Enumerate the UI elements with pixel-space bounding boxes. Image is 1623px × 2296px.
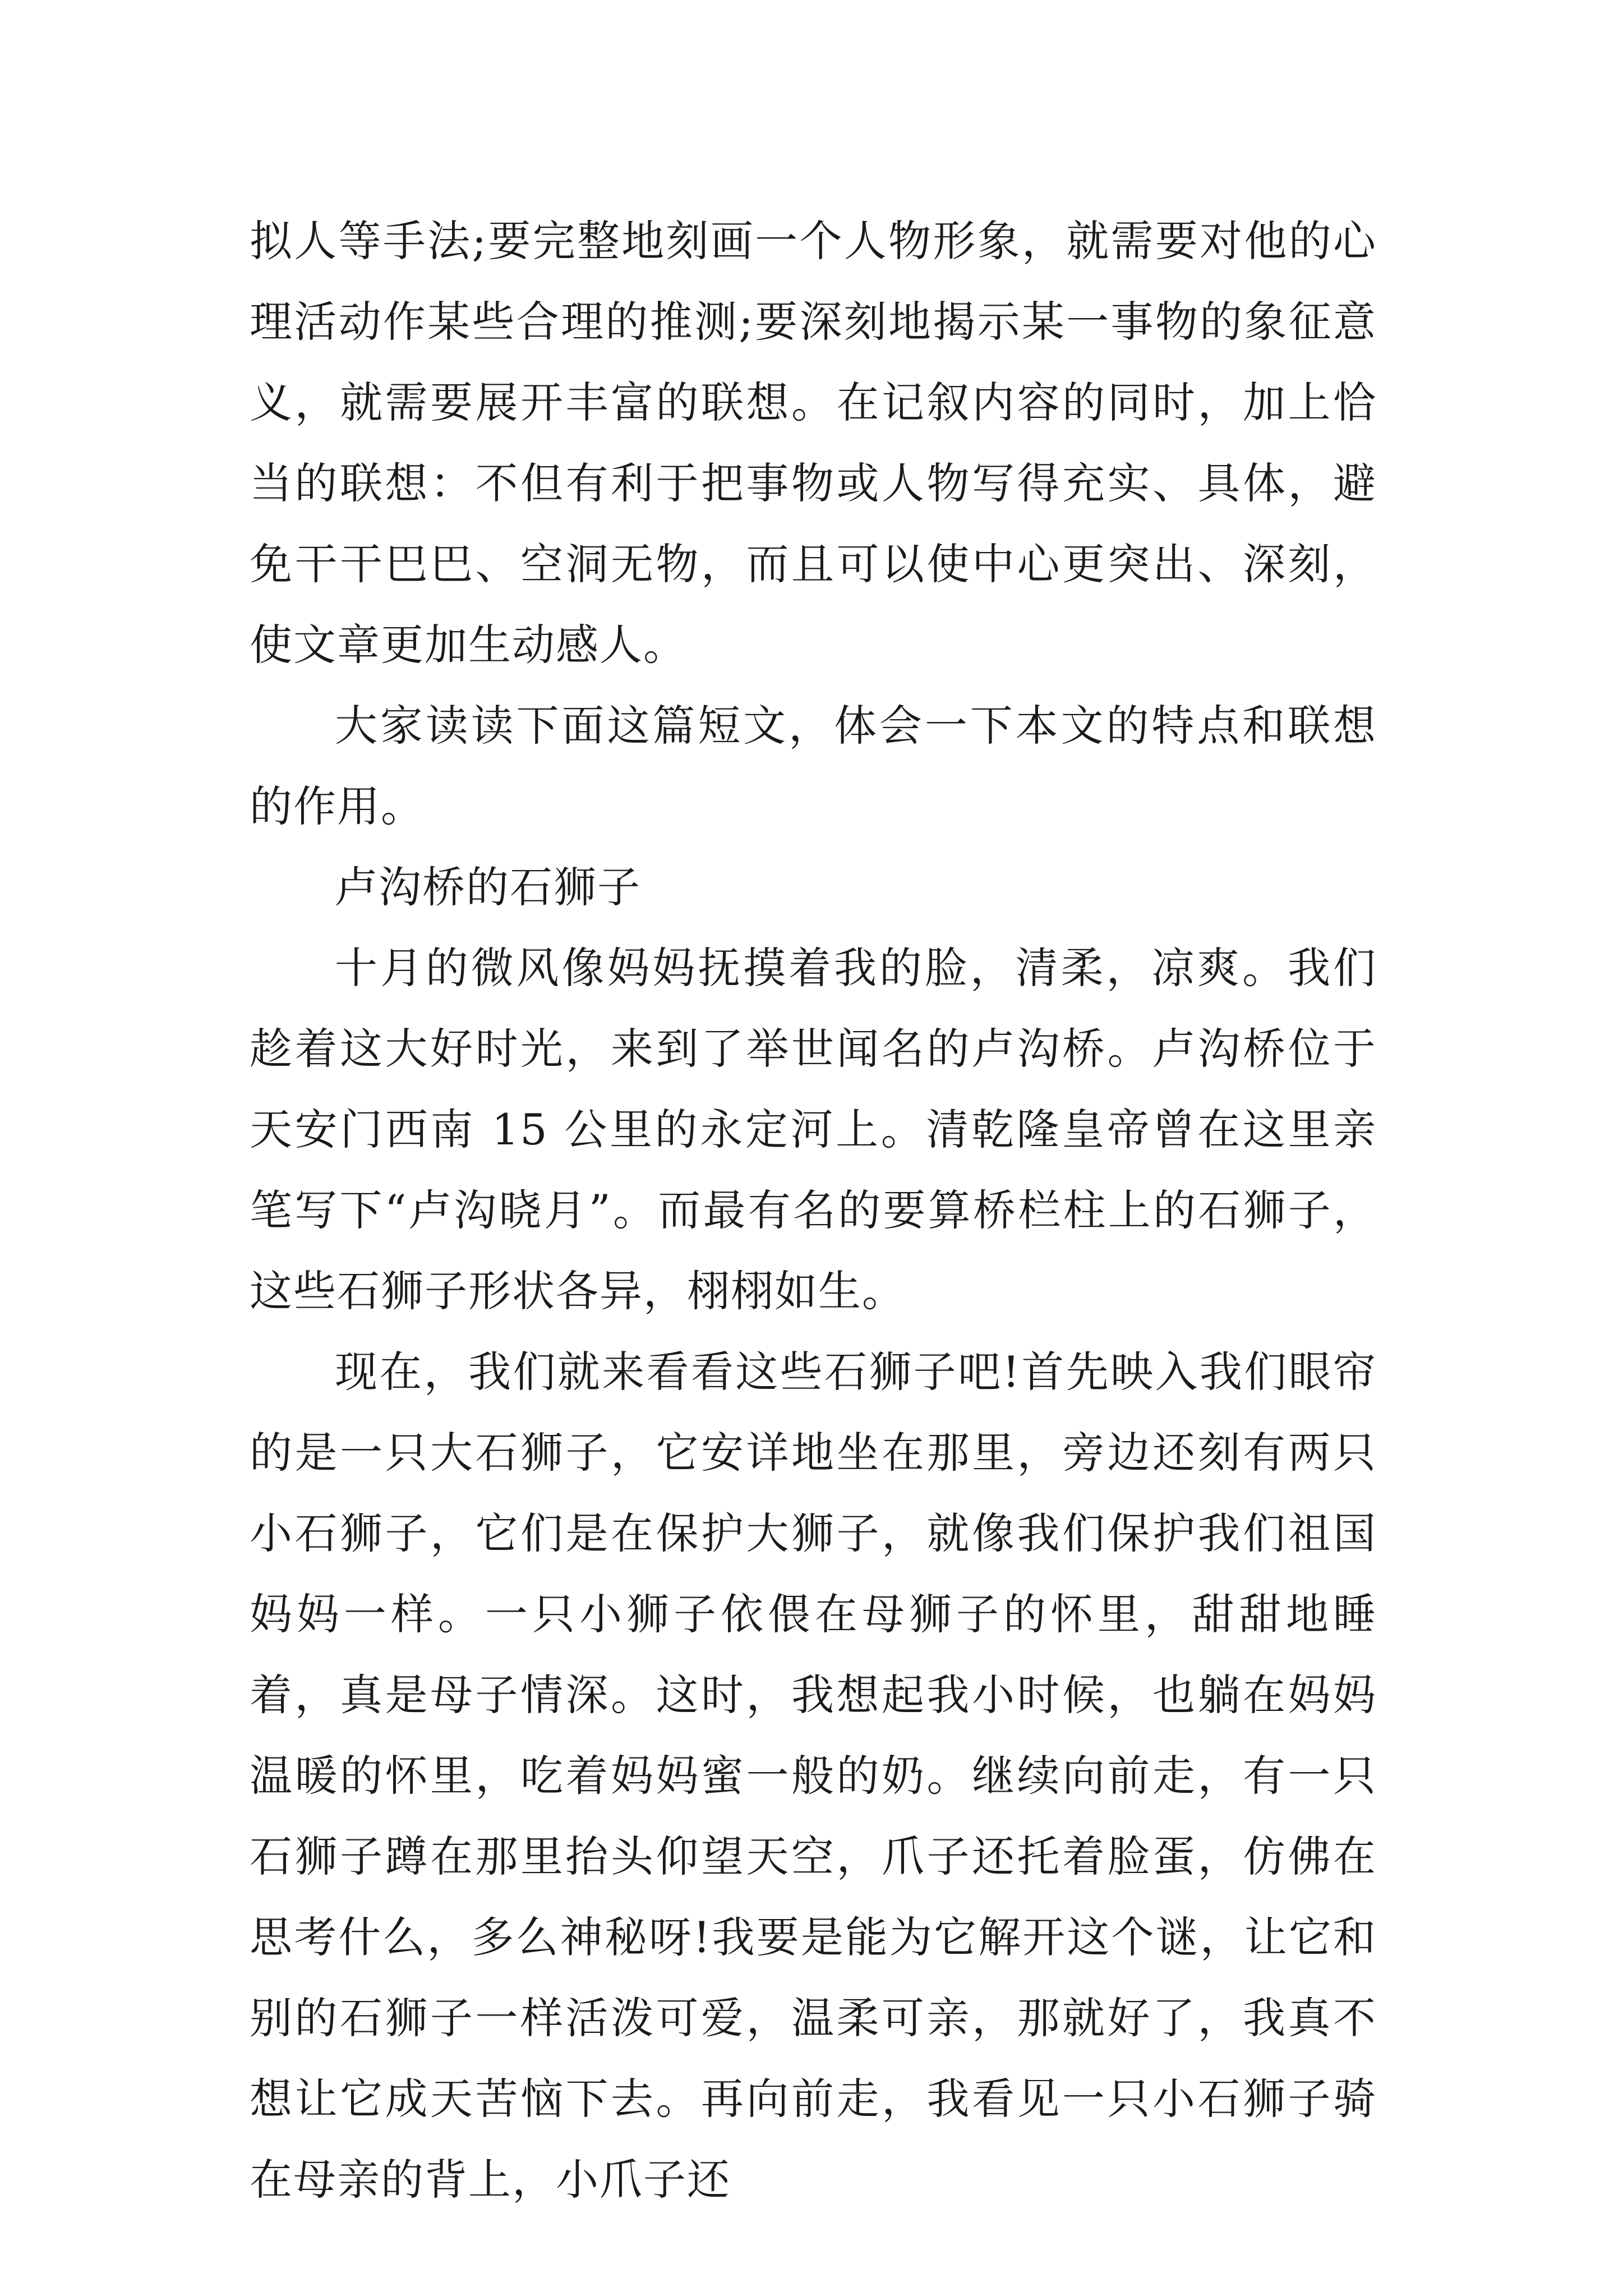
paragraph-reading-prompt: 大家读读下面这篇短文，体会一下本文的特点和联想的作用。 xyxy=(250,701,1377,831)
paragraph-essay-lions: 现在，我们就来看看这些石狮子吧!首先映入我们眼帘的是一只大石狮子，它安详地坐在那里，旁边还刻有两只小石狮子，它们是在保护大狮子，就像我们保护我们祖国妈妈一样。一只小狮子依偎在母狮子的怀里，甜甜地睡着，真是母子情深。这时，我想起我小时候，也躺在妈妈温暖的怀里，吃着妈妈蜜一般的奶。继续向前走，有一只石狮子蹲在那里抬头仰望天空，爪子还托着脸蛋，仿佛在思考什么，多么神秘呀!我要是能为它解开这个谜，让它和别的石狮子一样活泼可爱，温柔可亲，那就好了，我真不想让它成天苦恼下去。再向前走，我看见一只小石狮子骑在母亲的背上，小爪子还 xyxy=(250,1347,1377,2205)
essay-title: 卢沟桥的石狮子 xyxy=(335,862,641,912)
paragraph-associations-intro: 拟人等手法;要完整地刻画一个人物形象，就需要对他的心理活动作某些合理的推测;要深刻地揭示某一事物的象征意义，就需要展开丰富的联想。在记叙内容的同时，加上恰当的联想：不但有利于把事物或人物写得充实、具体，避免干干巴巴、空洞无物，而且可以使中心更突出、深刻，使文章更加生动感人。 xyxy=(250,216,1377,670)
body-text xyxy=(250,201,1377,2220)
paragraph-essay-opening: 十月的微风像妈妈抚摸着我的脸，清柔，凉爽。我们趁着这大好时光，来到了举世闻名的卢沟桥。卢沟桥位于天安门西南 15 公里的永定河上。清乾隆皇帝曾在这里亲笔写下“卢沟晓月”。而最有名的要算桥栏柱上的石狮子，这些石狮子形状各异，栩栩如生。 xyxy=(250,943,1377,1316)
